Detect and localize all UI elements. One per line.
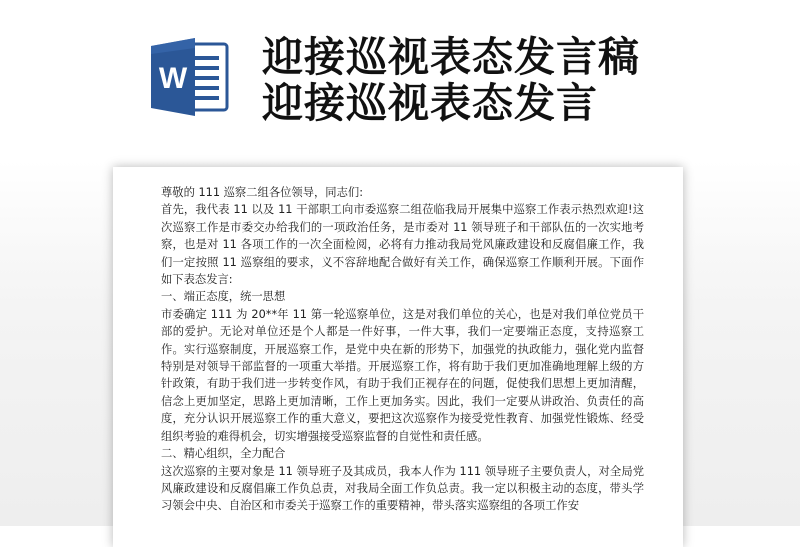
header-banner	[0, 0, 800, 160]
word-logo-letter: W	[158, 62, 188, 95]
document-page	[113, 167, 683, 547]
title-line-1: 迎接巡视表态发言稿	[262, 33, 640, 81]
page-title	[262, 34, 782, 126]
section-heading-2: 二、精心组织，全力配合	[161, 447, 286, 461]
word-document-icon	[147, 36, 231, 118]
paragraph-organize: 这次巡察的主要对象是 11 领导班子及其成员，我本人作为 111 领导班子主要负责人，对全局党风廉政建设和反腐倡廉工作负总责，对我局全面工作负总责。我一定以积极主动的态度，带头学习领会中央、自治区和市委关于巡察工作的重要精神，带头落实巡察组的各项工作安	[161, 464, 644, 513]
document-body	[161, 184, 644, 515]
paragraph-intro: 首先，我代表 11 以及 11 干部职工向市委巡察二组莅临我局开展集中巡察工作表示热烈欢迎!这次巡察工作是市委交办给我们的一项政治任务，是市委对 11 领导班子和干部队伍的一次实地考察，也是对 11 各项工作的一次全面检阅，必将有力推动我局党风廉政建设和反腐倡廉工作，我们一定按照 11 巡察组的要求，义不容辞地配合做好有关工作，确保巡察工作顺利开展。下面作如下表态发言:	[161, 203, 644, 287]
section-heading-1: 一、端正态度，统一思想	[161, 290, 286, 304]
paragraph-attitude: 市委确定 111 为 20**年 11 第一轮巡察单位，这是对我们单位的关心，也是对我们单位党员干部的爱护。无论对单位还是个人都是一件好事，一件大事，我们一定要端正态度，支持巡察工作。实行巡察制度，开展巡察工作，是党中央在新的形势下，加强党的执政能力，强化党内监督特别是对领导干部监督的一项重大举措。开展巡察工作，将有助于我们更加准确地理解上级的方针政策，有助于我们进一步转变作风，有助于我们正视存在的问题，促使我们思想上更加清醒，信念上更加坚定，思路上更加清晰，工作上更加务实。因此，我们一定要从讲政治、负责任的高度，充分认识开展巡察工作的重大意义，要把这次巡察作为接受党性教育、加强党性锻炼、经受组织考验的难得机会，切实增强接受巡察监督的自觉性和责任感。	[161, 307, 644, 443]
greeting-line: 尊敬的 111 巡察二组各位领导，同志们:	[161, 186, 364, 199]
title-line-2: 迎接巡视表态发言	[262, 79, 598, 127]
